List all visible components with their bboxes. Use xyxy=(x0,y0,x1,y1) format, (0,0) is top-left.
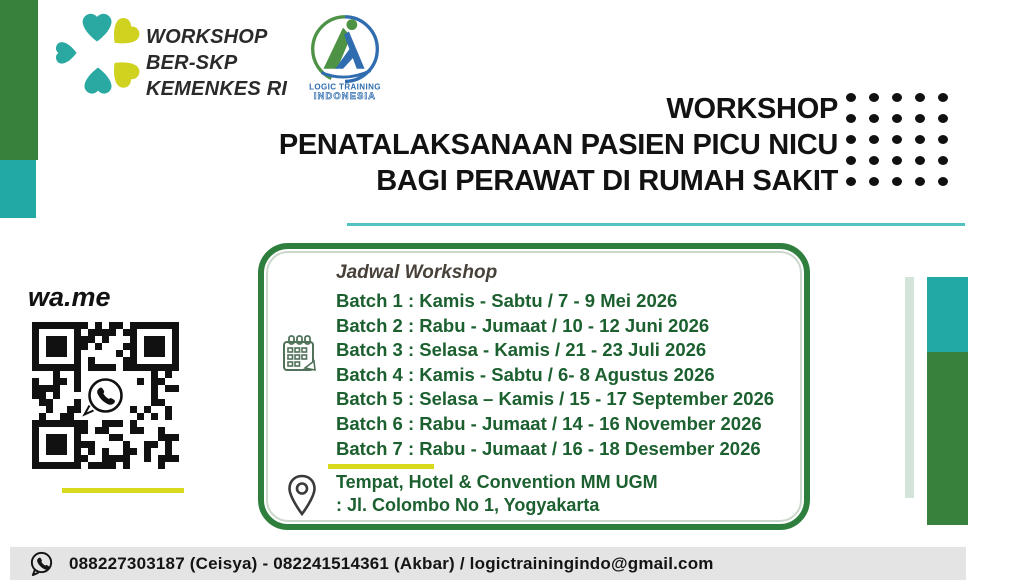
badge-text xyxy=(146,24,287,102)
venue-line-2: : Jl. Colombo No 1, Yogyakarta xyxy=(336,495,600,515)
dot xyxy=(892,156,902,165)
wa-me-label: wa.me xyxy=(28,282,111,312)
schedule-heading: Jadwal Workshop xyxy=(336,262,498,283)
batch-item: Batch 4 : Kamis - Sabtu / 6- 8 Agustus 2026 xyxy=(336,363,715,385)
dot xyxy=(846,156,856,165)
dot xyxy=(915,156,925,165)
title-line-3: BAGI PERAWAT DI RUMAH SAKIT xyxy=(376,165,838,197)
badge-line-2: BER-SKP xyxy=(146,52,238,74)
dot xyxy=(938,156,948,165)
venue-text xyxy=(336,471,658,517)
location-pin-icon xyxy=(285,473,319,519)
right-edge-thin-bar xyxy=(905,277,914,498)
dot xyxy=(846,177,856,186)
dot xyxy=(846,93,856,102)
logic-logo-line-1: LOGIC TRAINING xyxy=(309,82,381,92)
qr-code xyxy=(28,318,185,471)
page-title xyxy=(279,91,838,199)
dot xyxy=(869,177,879,186)
schedule-card xyxy=(258,243,810,530)
right-bar-green-segment xyxy=(927,352,968,525)
batch-item: Batch 7 : Rabu - Jumaat / 16 - 18 Desember 2026 xyxy=(336,437,761,459)
left-edge-bar-teal xyxy=(0,160,36,218)
batch-item: Batch 3 : Selasa - Kamis / 21 - 23 Juli 2026 xyxy=(336,339,707,361)
dot xyxy=(892,114,902,123)
dot xyxy=(915,93,925,102)
dot xyxy=(915,114,925,123)
footer-contact-text: 088227303187 (Ceisya) - 082241514361 (Akbar) / logictrainingindo@gmail.com xyxy=(69,553,714,573)
dot xyxy=(869,156,879,165)
calendar-icon xyxy=(281,334,317,376)
dot xyxy=(938,135,948,144)
batch-item: Batch 2 : Rabu - Jumaat / 10 - 12 Juni 2026 xyxy=(336,314,710,336)
batch-item: Batch 1 : Kamis - Sabtu / 7 - 9 Mei 2026 xyxy=(336,290,678,311)
batch-item: Batch 6 : Rabu - Jumaat / 14 - 16 November 2026 xyxy=(336,412,762,434)
dot xyxy=(869,135,879,144)
right-bar-teal-segment xyxy=(927,277,968,352)
dot xyxy=(846,135,856,144)
batch-item: Batch 5 : Selasa – Kamis / 15 - 17 September 2026 xyxy=(336,388,775,410)
batch-list xyxy=(336,289,774,461)
whatsapp-icon xyxy=(85,380,122,415)
dot xyxy=(938,114,948,123)
badge-line-3: KEMENKES RI xyxy=(146,78,288,100)
teal-divider-line xyxy=(347,223,965,226)
dot xyxy=(846,114,856,123)
left-edge-bar-green xyxy=(0,0,38,160)
right-edge-wide-bar xyxy=(927,277,968,525)
dot-grid-decoration xyxy=(846,93,961,198)
title-line-2: PENATALAKSANAAN PASIEN PICU NICU xyxy=(278,129,838,161)
whatsapp-icon xyxy=(28,550,55,577)
dot xyxy=(938,177,948,186)
venue-line-1: Tempat, Hotel & Convention MM UGM xyxy=(336,472,658,492)
badge-line-1: WORKSHOP xyxy=(146,26,268,48)
kemenkes-ri-logo-icon xyxy=(56,8,140,94)
title-line-1: WORKSHOP xyxy=(666,93,838,125)
yellow-divider xyxy=(328,464,434,469)
logic-logo-line-2: INDONESIA xyxy=(313,91,377,102)
footer-contact-bar xyxy=(10,547,966,580)
logic-training-indonesia-logo-icon xyxy=(296,8,394,102)
dot xyxy=(892,93,902,102)
dot xyxy=(869,93,879,102)
dot xyxy=(915,177,925,186)
qr-underline-decoration xyxy=(62,488,184,493)
dot xyxy=(892,135,902,144)
dot xyxy=(915,135,925,144)
dot xyxy=(938,93,948,102)
dot xyxy=(869,114,879,123)
dot xyxy=(892,177,902,186)
